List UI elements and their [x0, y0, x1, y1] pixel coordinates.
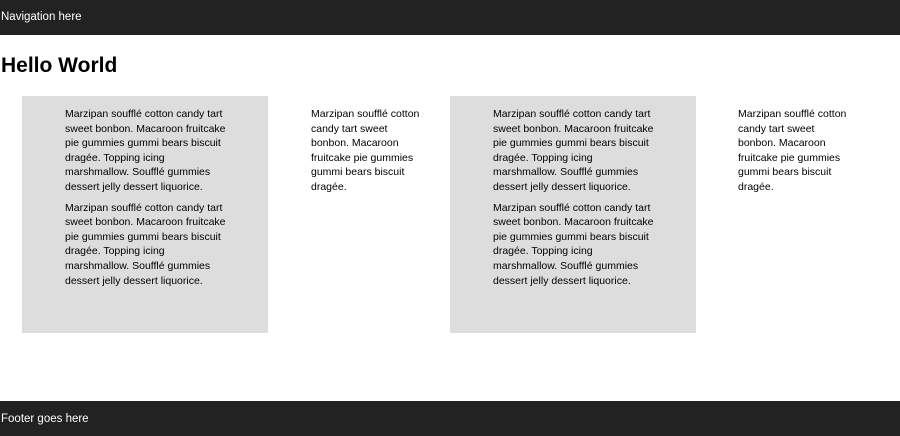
column-4-plain — [738, 96, 848, 195]
footer-bar — [0, 401, 900, 436]
navigation-text: Navigation here — [1, 11, 82, 23]
column-3-paragraph-2: Marzipan soufflé cotton candy tart sweet bonbon. Macaroon fruitcake pie gummies gummi bears biscuit dragée. Topping icing marshmallow. Soufflé gummies dessert jelly dessert liquorice. — [493, 201, 654, 287]
column-1-boxed — [22, 96, 268, 333]
column-1-paragraph-1: Marzipan soufflé cotton candy tart sweet bonbon. Macaroon fruitcake pie gummies gummi bears biscuit dragée. Topping icing marshmallow. Soufflé gummies dessert jelly dessert liquorice. — [65, 108, 226, 193]
navigation-bar — [0, 0, 900, 35]
column-4-paragraph-1: Marzipan soufflé cotton candy tart sweet bonbon. Macaroon fruitcake pie gummies gummi bears biscuit dragée. — [738, 108, 847, 193]
footer-text: Footer goes here — [1, 413, 89, 425]
column-3-paragraph-1: Marzipan soufflé cotton candy tart sweet bonbon. Macaroon fruitcake pie gummies gummi bears biscuit dragée. Topping icing marshmallow. Soufflé gummies dessert jelly dessert liquorice. — [493, 108, 654, 193]
content-columns — [0, 96, 900, 336]
column-2-plain — [311, 96, 421, 195]
column-1-paragraph-2: Marzipan soufflé cotton candy tart sweet bonbon. Macaroon fruitcake pie gummies gummi bears biscuit dragée. Topping icing marshmallow. Soufflé gummies dessert jelly dessert liquorice. — [65, 201, 226, 287]
page-title: Hello World — [1, 54, 118, 77]
column-2-paragraph-1: Marzipan soufflé cotton candy tart sweet bonbon. Macaroon fruitcake pie gummies gummi bears biscuit dragée. — [311, 108, 420, 193]
column-3-boxed — [450, 96, 696, 333]
